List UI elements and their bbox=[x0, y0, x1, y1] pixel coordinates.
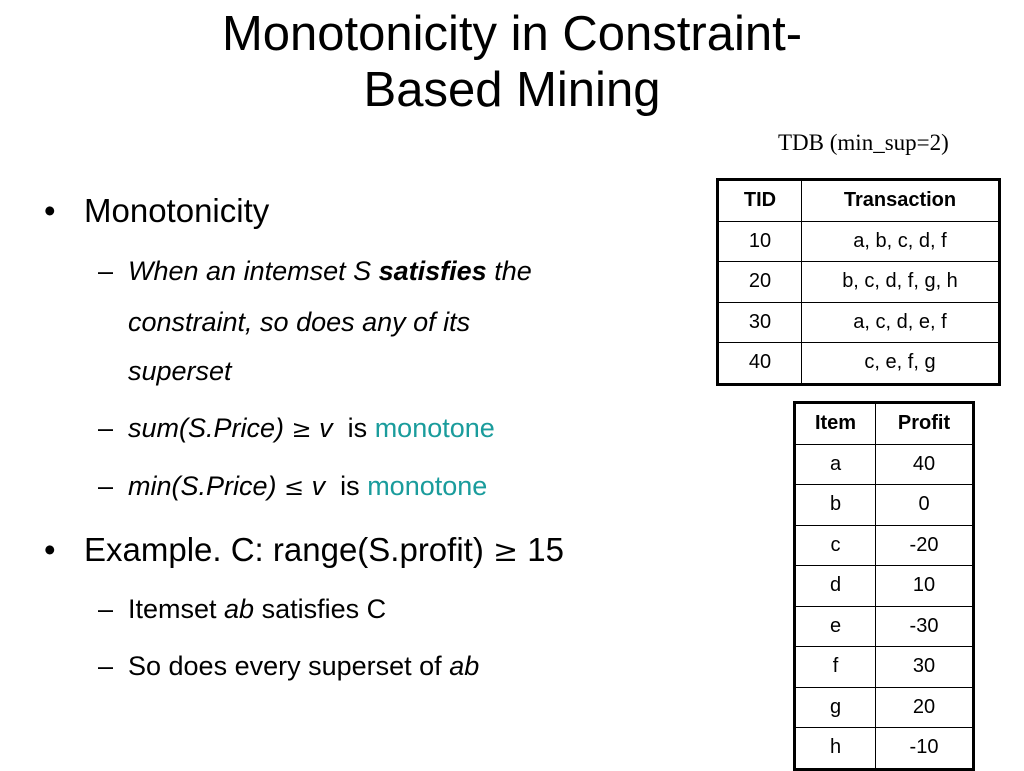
header-tid: TID bbox=[718, 180, 802, 222]
sub-text: So does every superset of bbox=[128, 651, 450, 681]
cell-item: f bbox=[795, 647, 876, 688]
dash: – bbox=[98, 413, 114, 443]
cell-tid: 20 bbox=[718, 262, 802, 303]
is-word: is bbox=[347, 413, 368, 443]
table-row bbox=[718, 302, 1000, 343]
table-row bbox=[718, 262, 1000, 303]
sub-text-end: the bbox=[486, 256, 532, 286]
table-row bbox=[795, 485, 974, 526]
table-row bbox=[718, 343, 1000, 385]
table-row bbox=[795, 728, 974, 770]
example-value: 15 bbox=[518, 531, 565, 568]
profit-table bbox=[793, 401, 975, 771]
cell-profit: 20 bbox=[876, 687, 974, 728]
sub-text-line-3: superset bbox=[128, 356, 232, 386]
cell-profit: 30 bbox=[876, 647, 974, 688]
cell-transaction: b, c, d, f, g, h bbox=[802, 262, 1000, 303]
cell-item: a bbox=[795, 444, 876, 485]
cell-tid: 10 bbox=[718, 221, 802, 262]
sub-text: When an intemset S bbox=[128, 256, 379, 286]
is-word: is bbox=[340, 471, 360, 501]
cell-tid: 30 bbox=[718, 302, 802, 343]
title-line-1: Monotonicity in Constraint- bbox=[221, 7, 803, 61]
dash: – bbox=[98, 471, 114, 501]
table-header-row bbox=[718, 180, 1000, 222]
geq-symbol: ≥ bbox=[493, 534, 519, 569]
leq-symbol: ≤ bbox=[284, 473, 305, 501]
sub-text-italic: ab bbox=[224, 594, 255, 624]
sub-text-italic: ab bbox=[449, 651, 480, 681]
expr: min(S.Price) bbox=[128, 471, 277, 501]
dash: – bbox=[98, 651, 114, 681]
cell-item: h bbox=[795, 728, 876, 770]
cell-profit: 10 bbox=[876, 566, 974, 607]
cell-profit: -30 bbox=[876, 606, 974, 647]
monotone-word: monotone bbox=[374, 413, 495, 443]
cell-transaction: a, b, c, d, f bbox=[802, 221, 1000, 262]
header-profit: Profit bbox=[876, 403, 974, 445]
cell-profit: -10 bbox=[876, 728, 974, 770]
cell-profit: 0 bbox=[876, 485, 974, 526]
tdb-table bbox=[716, 178, 1001, 386]
sub-text-line-2: constraint, so does any of its bbox=[128, 307, 471, 337]
table-row bbox=[795, 566, 974, 607]
dash: – bbox=[98, 256, 114, 286]
cell-profit: 40 bbox=[876, 444, 974, 485]
cell-item: c bbox=[795, 525, 876, 566]
table-row bbox=[795, 647, 974, 688]
cell-item: b bbox=[795, 485, 876, 526]
table-header-row bbox=[795, 403, 974, 445]
geq-symbol: ≥ bbox=[291, 415, 312, 443]
table-row bbox=[795, 525, 974, 566]
cell-item: g bbox=[795, 687, 876, 728]
bullet-text: Monotonicity bbox=[84, 192, 270, 229]
cell-transaction: a, c, d, e, f bbox=[802, 302, 1000, 343]
expr: sum(S.Price) bbox=[128, 413, 285, 443]
table-row bbox=[718, 221, 1000, 262]
dash: – bbox=[98, 594, 114, 624]
bullet-dot: • bbox=[44, 192, 56, 229]
table-row bbox=[795, 606, 974, 647]
table-row bbox=[795, 687, 974, 728]
cell-item: e bbox=[795, 606, 876, 647]
tdb-caption: TDB (min_sup=2) bbox=[778, 130, 949, 155]
cell-tid: 40 bbox=[718, 343, 802, 385]
table-row bbox=[795, 444, 974, 485]
page-title bbox=[0, 6, 1024, 118]
example-text: Example. C: range(S.profit) bbox=[84, 531, 493, 568]
sub-text-bold: satisfies bbox=[378, 256, 487, 286]
cell-item: d bbox=[795, 566, 876, 607]
title-line-2: Based Mining bbox=[363, 63, 661, 117]
header-item: Item bbox=[795, 403, 876, 445]
bullet-dot: • bbox=[44, 531, 56, 568]
monotone-word: monotone bbox=[367, 471, 488, 501]
cell-profit: -20 bbox=[876, 525, 974, 566]
sub-text: Itemset bbox=[128, 594, 225, 624]
var: v bbox=[319, 413, 333, 443]
header-transaction: Transaction bbox=[802, 180, 1000, 222]
var: v bbox=[311, 471, 326, 501]
sub-text-end: satisfies C bbox=[254, 594, 387, 624]
cell-transaction: c, e, f, g bbox=[802, 343, 1000, 385]
